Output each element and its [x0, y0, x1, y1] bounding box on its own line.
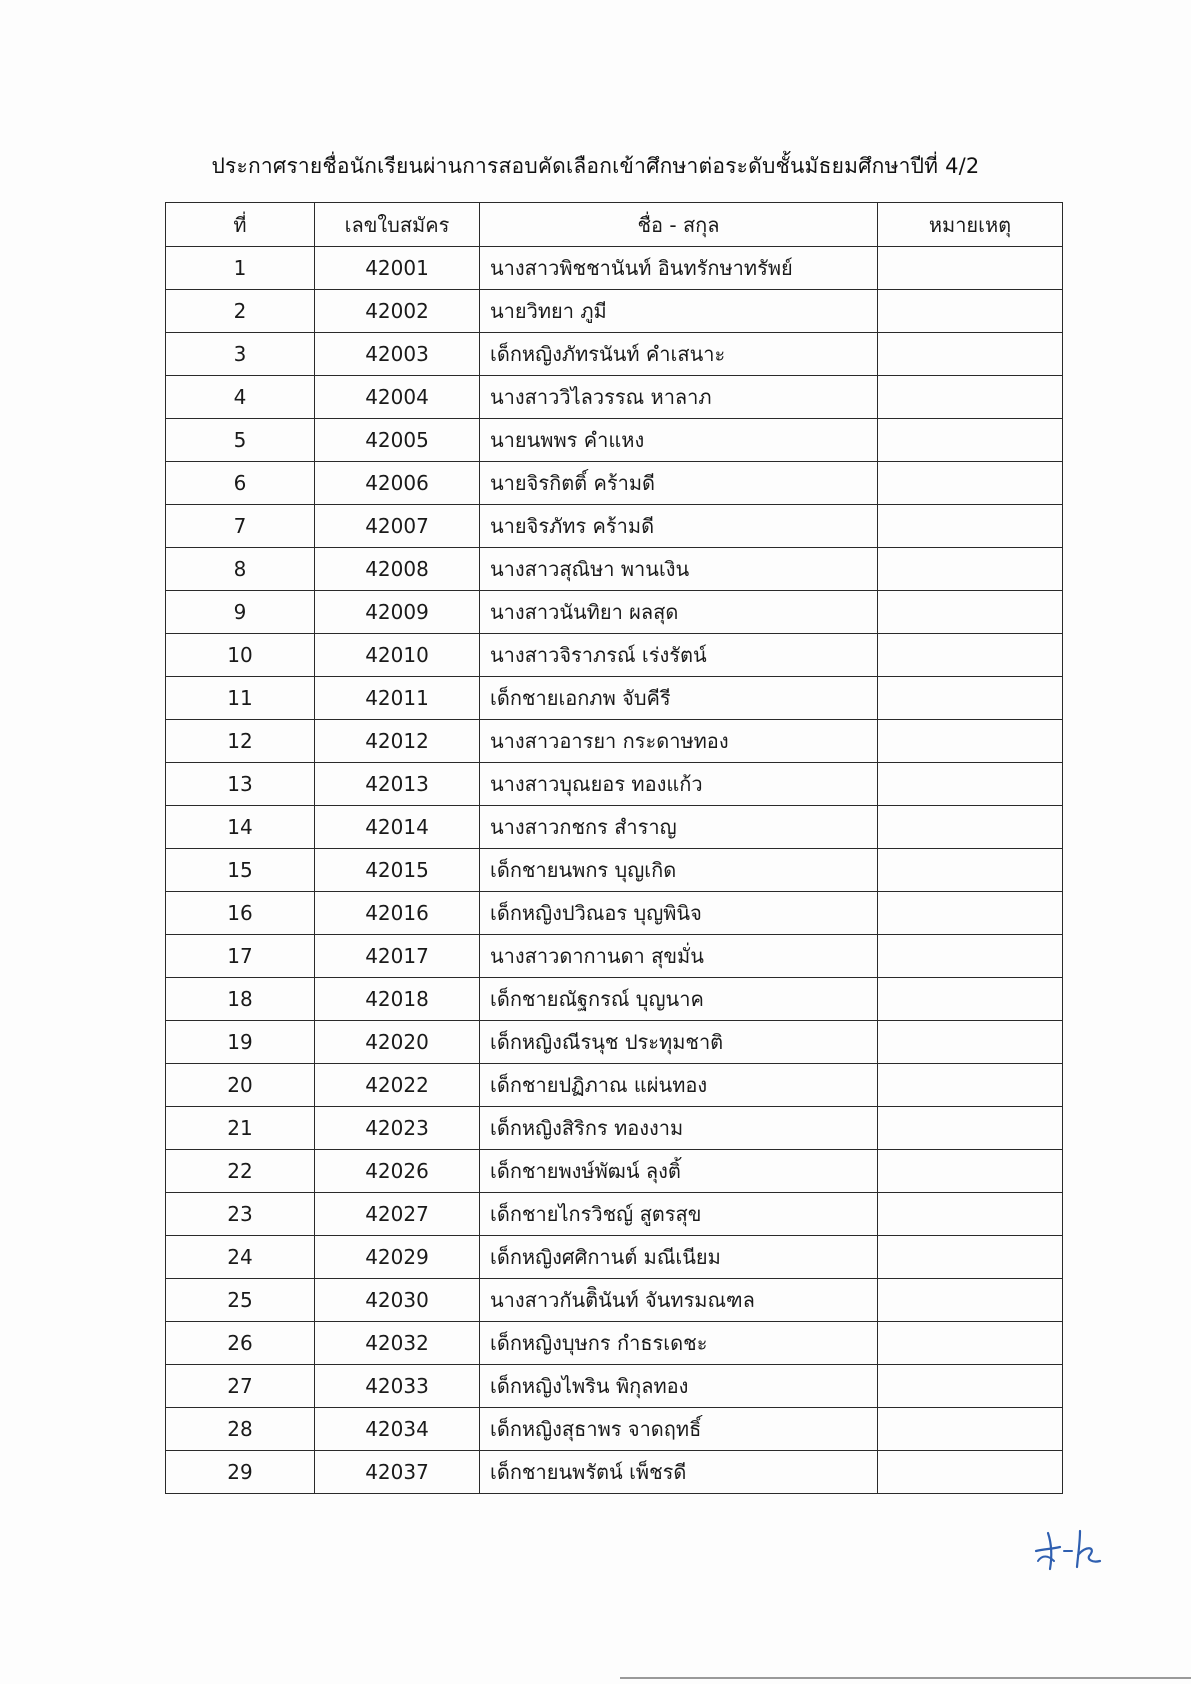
row-full-name: เด็กชายณัฐกรณ์ บุญนาค	[480, 978, 878, 1021]
student-roster-table	[165, 202, 1063, 1494]
row-full-name: เด็กชายเอกภพ จับคีรี	[480, 677, 878, 720]
table-row	[166, 247, 1063, 290]
row-application-number: 42010	[315, 634, 480, 677]
row-full-name: นางสาววิไลวรรณ หาลาภ	[480, 376, 878, 419]
row-remarks	[878, 1279, 1063, 1322]
document-title: ประกาศรายชื่อนักเรียนผ่านการสอบคัดเลือกเข้าศึกษาต่อระดับชั้นมัธยมศึกษาปีที่ 4/2	[211, 154, 980, 178]
row-remarks	[878, 634, 1063, 677]
row-full-name: นายจิรกิตติ์ คร้ามดี	[480, 462, 878, 505]
row-number: 19	[166, 1021, 315, 1064]
row-remarks	[878, 505, 1063, 548]
table-row	[166, 1064, 1063, 1107]
table-row	[166, 419, 1063, 462]
row-application-number: 42018	[315, 978, 480, 1021]
row-number: 10	[166, 634, 315, 677]
header-application-number: เลขใบสมัคร	[315, 203, 480, 247]
row-full-name: นายจิรภัทร คร้ามดี	[480, 505, 878, 548]
scan-edge-line	[620, 1677, 1191, 1679]
row-number: 8	[166, 548, 315, 591]
table-row	[166, 1107, 1063, 1150]
row-remarks	[878, 1408, 1063, 1451]
row-remarks	[878, 1150, 1063, 1193]
row-application-number: 42002	[315, 290, 480, 333]
row-remarks	[878, 935, 1063, 978]
table-row	[166, 1236, 1063, 1279]
row-full-name: นายนพพร คำแหง	[480, 419, 878, 462]
row-remarks	[878, 376, 1063, 419]
row-full-name: เด็กหญิงไพริน พิกุลทอง	[480, 1365, 878, 1408]
table-row	[166, 763, 1063, 806]
row-number: 27	[166, 1365, 315, 1408]
row-full-name: นางสาวนันทิยา ผลสุด	[480, 591, 878, 634]
row-full-name: เด็กชายไกรวิชญ์ สูตรสุข	[480, 1193, 878, 1236]
row-full-name: เด็กหญิงภัทรนันท์ คำเสนาะ	[480, 333, 878, 376]
row-full-name: นายวิทยา ภูมี	[480, 290, 878, 333]
row-number: 24	[166, 1236, 315, 1279]
row-number: 29	[166, 1451, 315, 1494]
row-number: 4	[166, 376, 315, 419]
row-application-number: 42006	[315, 462, 480, 505]
row-full-name: นางสาวบุณยอร ทองแก้ว	[480, 763, 878, 806]
table-row	[166, 1451, 1063, 1494]
table-row	[166, 892, 1063, 935]
row-remarks	[878, 419, 1063, 462]
table-row	[166, 548, 1063, 591]
header-full-name: ชื่อ - สกุล	[480, 203, 878, 247]
row-remarks	[878, 1365, 1063, 1408]
row-remarks	[878, 1021, 1063, 1064]
table-row	[166, 1279, 1063, 1322]
row-remarks	[878, 290, 1063, 333]
row-application-number: 42033	[315, 1365, 480, 1408]
row-full-name: นางสาวกชกร สำราญ	[480, 806, 878, 849]
row-full-name: เด็กหญิงณีรนุช ประทุมชาติ	[480, 1021, 878, 1064]
table-row	[166, 720, 1063, 763]
row-full-name: นางสาวอารยา กระดาษทอง	[480, 720, 878, 763]
row-remarks	[878, 1064, 1063, 1107]
row-number: 18	[166, 978, 315, 1021]
row-remarks	[878, 1322, 1063, 1365]
row-number: 11	[166, 677, 315, 720]
header-number: ที่	[166, 203, 315, 247]
table-row	[166, 849, 1063, 892]
row-full-name: นางสาวสุณิษา พานเงิน	[480, 548, 878, 591]
row-full-name: นางสาวจิราภรณ์ เร่งรัตน์	[480, 634, 878, 677]
table-row	[166, 806, 1063, 849]
table-row	[166, 1365, 1063, 1408]
table-row	[166, 1408, 1063, 1451]
row-full-name: เด็กชายนพรัตน์ เพ็ชรดี	[480, 1451, 878, 1494]
table-row	[166, 333, 1063, 376]
row-remarks	[878, 548, 1063, 591]
row-number: 2	[166, 290, 315, 333]
row-application-number: 42001	[315, 247, 480, 290]
row-application-number: 42004	[315, 376, 480, 419]
row-full-name: นางสาวพิชชานันท์ อินทรักษาทรัพย์	[480, 247, 878, 290]
row-full-name: เด็กหญิงบุษกร กำธรเดชะ	[480, 1322, 878, 1365]
row-number: 5	[166, 419, 315, 462]
table-row	[166, 1322, 1063, 1365]
row-application-number: 42011	[315, 677, 480, 720]
row-application-number: 42029	[315, 1236, 480, 1279]
row-number: 25	[166, 1279, 315, 1322]
row-remarks	[878, 462, 1063, 505]
row-application-number: 42016	[315, 892, 480, 935]
row-application-number: 42027	[315, 1193, 480, 1236]
row-application-number: 42022	[315, 1064, 480, 1107]
row-application-number: 42030	[315, 1279, 480, 1322]
row-remarks	[878, 677, 1063, 720]
row-application-number: 42037	[315, 1451, 480, 1494]
handwritten-signature	[1030, 1525, 1120, 1575]
table-row	[166, 376, 1063, 419]
row-remarks	[878, 849, 1063, 892]
table-row	[166, 505, 1063, 548]
row-full-name: เด็กชายปฏิภาณ แผ่นทอง	[480, 1064, 878, 1107]
row-application-number: 42017	[315, 935, 480, 978]
row-number: 23	[166, 1193, 315, 1236]
table-row	[166, 677, 1063, 720]
row-application-number: 42015	[315, 849, 480, 892]
table-row	[166, 591, 1063, 634]
table-row	[166, 290, 1063, 333]
table-row	[166, 1193, 1063, 1236]
row-number: 16	[166, 892, 315, 935]
row-remarks	[878, 247, 1063, 290]
row-application-number: 42032	[315, 1322, 480, 1365]
row-full-name: เด็กหญิงปวิณอร บุญพินิจ	[480, 892, 878, 935]
row-number: 17	[166, 935, 315, 978]
row-remarks	[878, 1451, 1063, 1494]
row-number: 26	[166, 1322, 315, 1365]
row-application-number: 42009	[315, 591, 480, 634]
row-remarks	[878, 892, 1063, 935]
row-remarks	[878, 591, 1063, 634]
row-remarks	[878, 1193, 1063, 1236]
row-application-number: 42008	[315, 548, 480, 591]
row-number: 15	[166, 849, 315, 892]
row-full-name: เด็กหญิงศศิกานต์ มณีเนียม	[480, 1236, 878, 1279]
row-number: 21	[166, 1107, 315, 1150]
row-application-number: 42034	[315, 1408, 480, 1451]
row-application-number: 42026	[315, 1150, 480, 1193]
row-remarks	[878, 333, 1063, 376]
row-application-number: 42023	[315, 1107, 480, 1150]
header-remarks: หมายเหตุ	[878, 203, 1063, 247]
row-remarks	[878, 1107, 1063, 1150]
row-application-number: 42007	[315, 505, 480, 548]
row-number: 13	[166, 763, 315, 806]
row-full-name: นางสาวดากานดา สุขมั่น	[480, 935, 878, 978]
row-number: 14	[166, 806, 315, 849]
row-application-number: 42014	[315, 806, 480, 849]
row-full-name: เด็กชายนพกร บุญเกิด	[480, 849, 878, 892]
table-row	[166, 634, 1063, 677]
table-row	[166, 462, 1063, 505]
row-full-name: เด็กหญิงสุธาพร จาดฤทธิ์	[480, 1408, 878, 1451]
row-application-number: 42012	[315, 720, 480, 763]
table-row	[166, 935, 1063, 978]
row-full-name: เด็กหญิงสิริกร ทองงาม	[480, 1107, 878, 1150]
table-header-row	[166, 203, 1063, 247]
row-number: 12	[166, 720, 315, 763]
row-number: 6	[166, 462, 315, 505]
table-row	[166, 1021, 1063, 1064]
row-number: 9	[166, 591, 315, 634]
row-full-name: นางสาวกันติินันท์ จันทรมณฑล	[480, 1279, 878, 1322]
row-number: 7	[166, 505, 315, 548]
row-remarks	[878, 720, 1063, 763]
row-number: 20	[166, 1064, 315, 1107]
table-row	[166, 1150, 1063, 1193]
row-application-number: 42020	[315, 1021, 480, 1064]
row-number: 3	[166, 333, 315, 376]
row-full-name: เด็กชายพงษ์พัฒน์ ลุงติ้	[480, 1150, 878, 1193]
row-number: 22	[166, 1150, 315, 1193]
row-application-number: 42005	[315, 419, 480, 462]
row-application-number: 42013	[315, 763, 480, 806]
row-application-number: 42003	[315, 333, 480, 376]
row-remarks	[878, 763, 1063, 806]
row-remarks	[878, 978, 1063, 1021]
row-remarks	[878, 806, 1063, 849]
row-remarks	[878, 1236, 1063, 1279]
table-row	[166, 978, 1063, 1021]
row-number: 28	[166, 1408, 315, 1451]
row-number: 1	[166, 247, 315, 290]
table-body	[166, 247, 1063, 1494]
